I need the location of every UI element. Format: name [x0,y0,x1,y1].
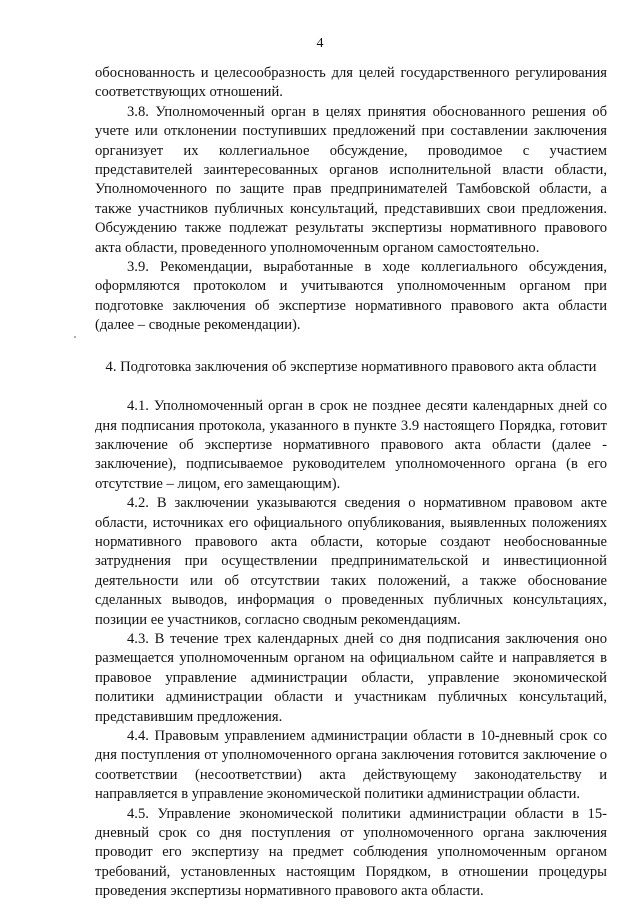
section-heading: 4. Подготовка заключения об экспертизе нормативного правового акта области [105,358,597,375]
paragraph-3-8: 3.8. Уполномоченный орган в целях принятия обоснованного решения об учете или отклонении поступивших предложений при составлении заключения организует их коллегиальное обсуждение, проводимое с участием представителей заинтересованных органов исполнительной власти области, Уполномоченного по защите прав предпринимателей Тамбовской области, а также участников публичных консультаций, представивших свои предложения. Обсуждению также подлежат результаты экспертизы нормативного правового акта области, проведенного уполномоченным органом самостоятельно. [95,103,607,256]
paragraph-4-1: 4.1. Уполномоченный орган в срок не позднее десяти календарных дней со дня подписания протокола, указанного в пункте 3.9 настоящего Порядка, готовит заключение об экспертизе нормативного правового акта области (далее - заключение), подписываемое руководителем уполномоченного органа (в его отсутствие – лицом, его замещающим). [95,398,607,492]
paragraph-4-2: 4.2. В заключении указываются сведения о нормативном правовом акте области, источниках его официального опубликования, выявленных положениях нормативного правового акта области, которые создают необоснованные затруднения при осуществлении предпринимательской и инвестиционной деятельности или об отсутствии таких положений, а также обоснование сделанных выводов, информация о проведенных публичных консультациях, позиции ее участников, согласно сводным рекомендациям. [95,495,607,628]
paragraph-4-5: 4.5. Управление экономической политики администрации области в 15-дневный срок со дня поступления от уполномоченного органа заключения проводит его экспертизу на предмет соблюдения уполномоченным органом требований, установленных настоящим Порядком, в отношении процедуры проведения экспертизы нормативного правового акта области. [95,805,607,900]
page-number: 4 [316,36,324,51]
paragraph-3-9: 3.9. Рекомендации, выработанные в ходе коллегиального обсуждения, оформляются протоколом и учитываются уполномоченным органом при подготовке заключения об экспертизе нормативного правового акта области (далее – сводные рекомендации). [95,259,607,334]
margin-speck [74,336,76,338]
document-body [95,64,607,902]
paragraph-4-4: 4.4. Правовым управлением администрации области в 10-дневный срок со дня поступления от уполномоченного органа заключения готовится заключение о соответствии (несоответствии) акта действующему законодательству и направляется в управление экономической политики администрации области. [95,728,607,803]
paragraph-4-3: 4.3. В течение трех календарных дней со дня подписания заключения оно размещается уполномоченным органом на официальном сайте и направляется в правовое управление администрации области, управление экономической политики администрации области и участникам публичных консультаций, представившим предложения. [95,630,607,725]
paragraph-continuation: обоснованность и целесообразность для целей государственного регулирования соответствующих отношений. [95,65,607,101]
